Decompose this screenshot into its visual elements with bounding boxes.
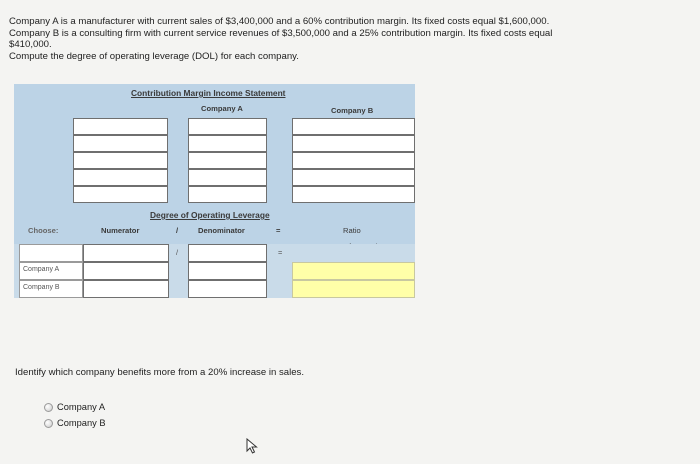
dol-denominator-input-3[interactable] [188, 280, 267, 298]
cm-label-input-5[interactable] [73, 186, 168, 203]
dol-col-numerator: Numerator [101, 226, 140, 235]
dol-row-label: Company B [19, 280, 83, 298]
dol-ratio-output-1 [292, 262, 415, 280]
dol-row-op: / [176, 248, 179, 257]
dol-numerator-input-2[interactable] [83, 262, 169, 280]
cm-company-b-input-1[interactable] [292, 118, 415, 135]
cm-col-company-b: Company B [331, 106, 374, 115]
cm-label-input-2[interactable] [73, 135, 168, 152]
option-company-b-label[interactable]: Company B [57, 418, 106, 428]
radio-company-b[interactable] [44, 419, 53, 428]
cm-company-b-input-4[interactable] [292, 169, 415, 186]
dol-title: Degree of Operating Leverage [150, 210, 270, 220]
dol-op-divide: / [176, 226, 179, 235]
cm-company-b-input-2[interactable] [292, 135, 415, 152]
dol-op-equals: = [276, 226, 281, 235]
dol-row-label [19, 244, 83, 262]
cm-label-input-3[interactable] [73, 152, 168, 169]
dol-col-ratio: Ratio [343, 226, 361, 235]
dol-denominator-input-2[interactable] [188, 262, 267, 280]
problem-line-3: $410,000. [9, 39, 52, 50]
cm-company-a-input-1[interactable] [188, 118, 267, 135]
cm-label-input-1[interactable] [73, 118, 168, 135]
problem-line-1: Company A is a manufacturer with current sales of $3,400,000 and a 60% contribution margin. Its fixed costs equal $1,600,000. [9, 16, 550, 27]
cm-col-company-a: Company A [201, 104, 243, 113]
dol-row-label: Company A [19, 262, 83, 280]
dol-numerator-input-3[interactable] [83, 280, 169, 298]
dol-numerator-input-1[interactable] [83, 244, 169, 262]
radio-company-a[interactable] [44, 403, 53, 412]
dol-col-denominator: Denominator [198, 226, 245, 235]
question-text: Identify which company benefits more from a 20% increase in sales. [15, 367, 305, 378]
problem-statement [9, 16, 689, 62]
cm-company-b-input-5[interactable] [292, 186, 415, 203]
cm-company-a-input-4[interactable] [188, 169, 267, 186]
dol-ratio-output-2 [292, 280, 415, 298]
mouse-pointer-icon [246, 438, 258, 459]
cm-statement-title: Contribution Margin Income Statement [131, 88, 286, 98]
cm-company-a-input-5[interactable] [188, 186, 267, 203]
cm-company-b-input-3[interactable] [292, 152, 415, 169]
dol-denominator-input-1[interactable] [188, 244, 267, 262]
dol-row-eq: = [278, 248, 283, 257]
cm-label-input-4[interactable] [73, 169, 168, 186]
cm-company-a-input-3[interactable] [188, 152, 267, 169]
problem-line-2: Company B is a consulting firm with current service revenues of $3,500,000 and a 25% contribution margin. Its fixed costs equal [9, 27, 553, 39]
problem-instruction: Compute the degree of operating leverage (DOL) for each company. [9, 50, 299, 62]
cm-company-a-input-2[interactable] [188, 135, 267, 152]
dol-col-choose: Choose: [28, 226, 59, 235]
option-company-a-label[interactable]: Company A [57, 402, 106, 412]
